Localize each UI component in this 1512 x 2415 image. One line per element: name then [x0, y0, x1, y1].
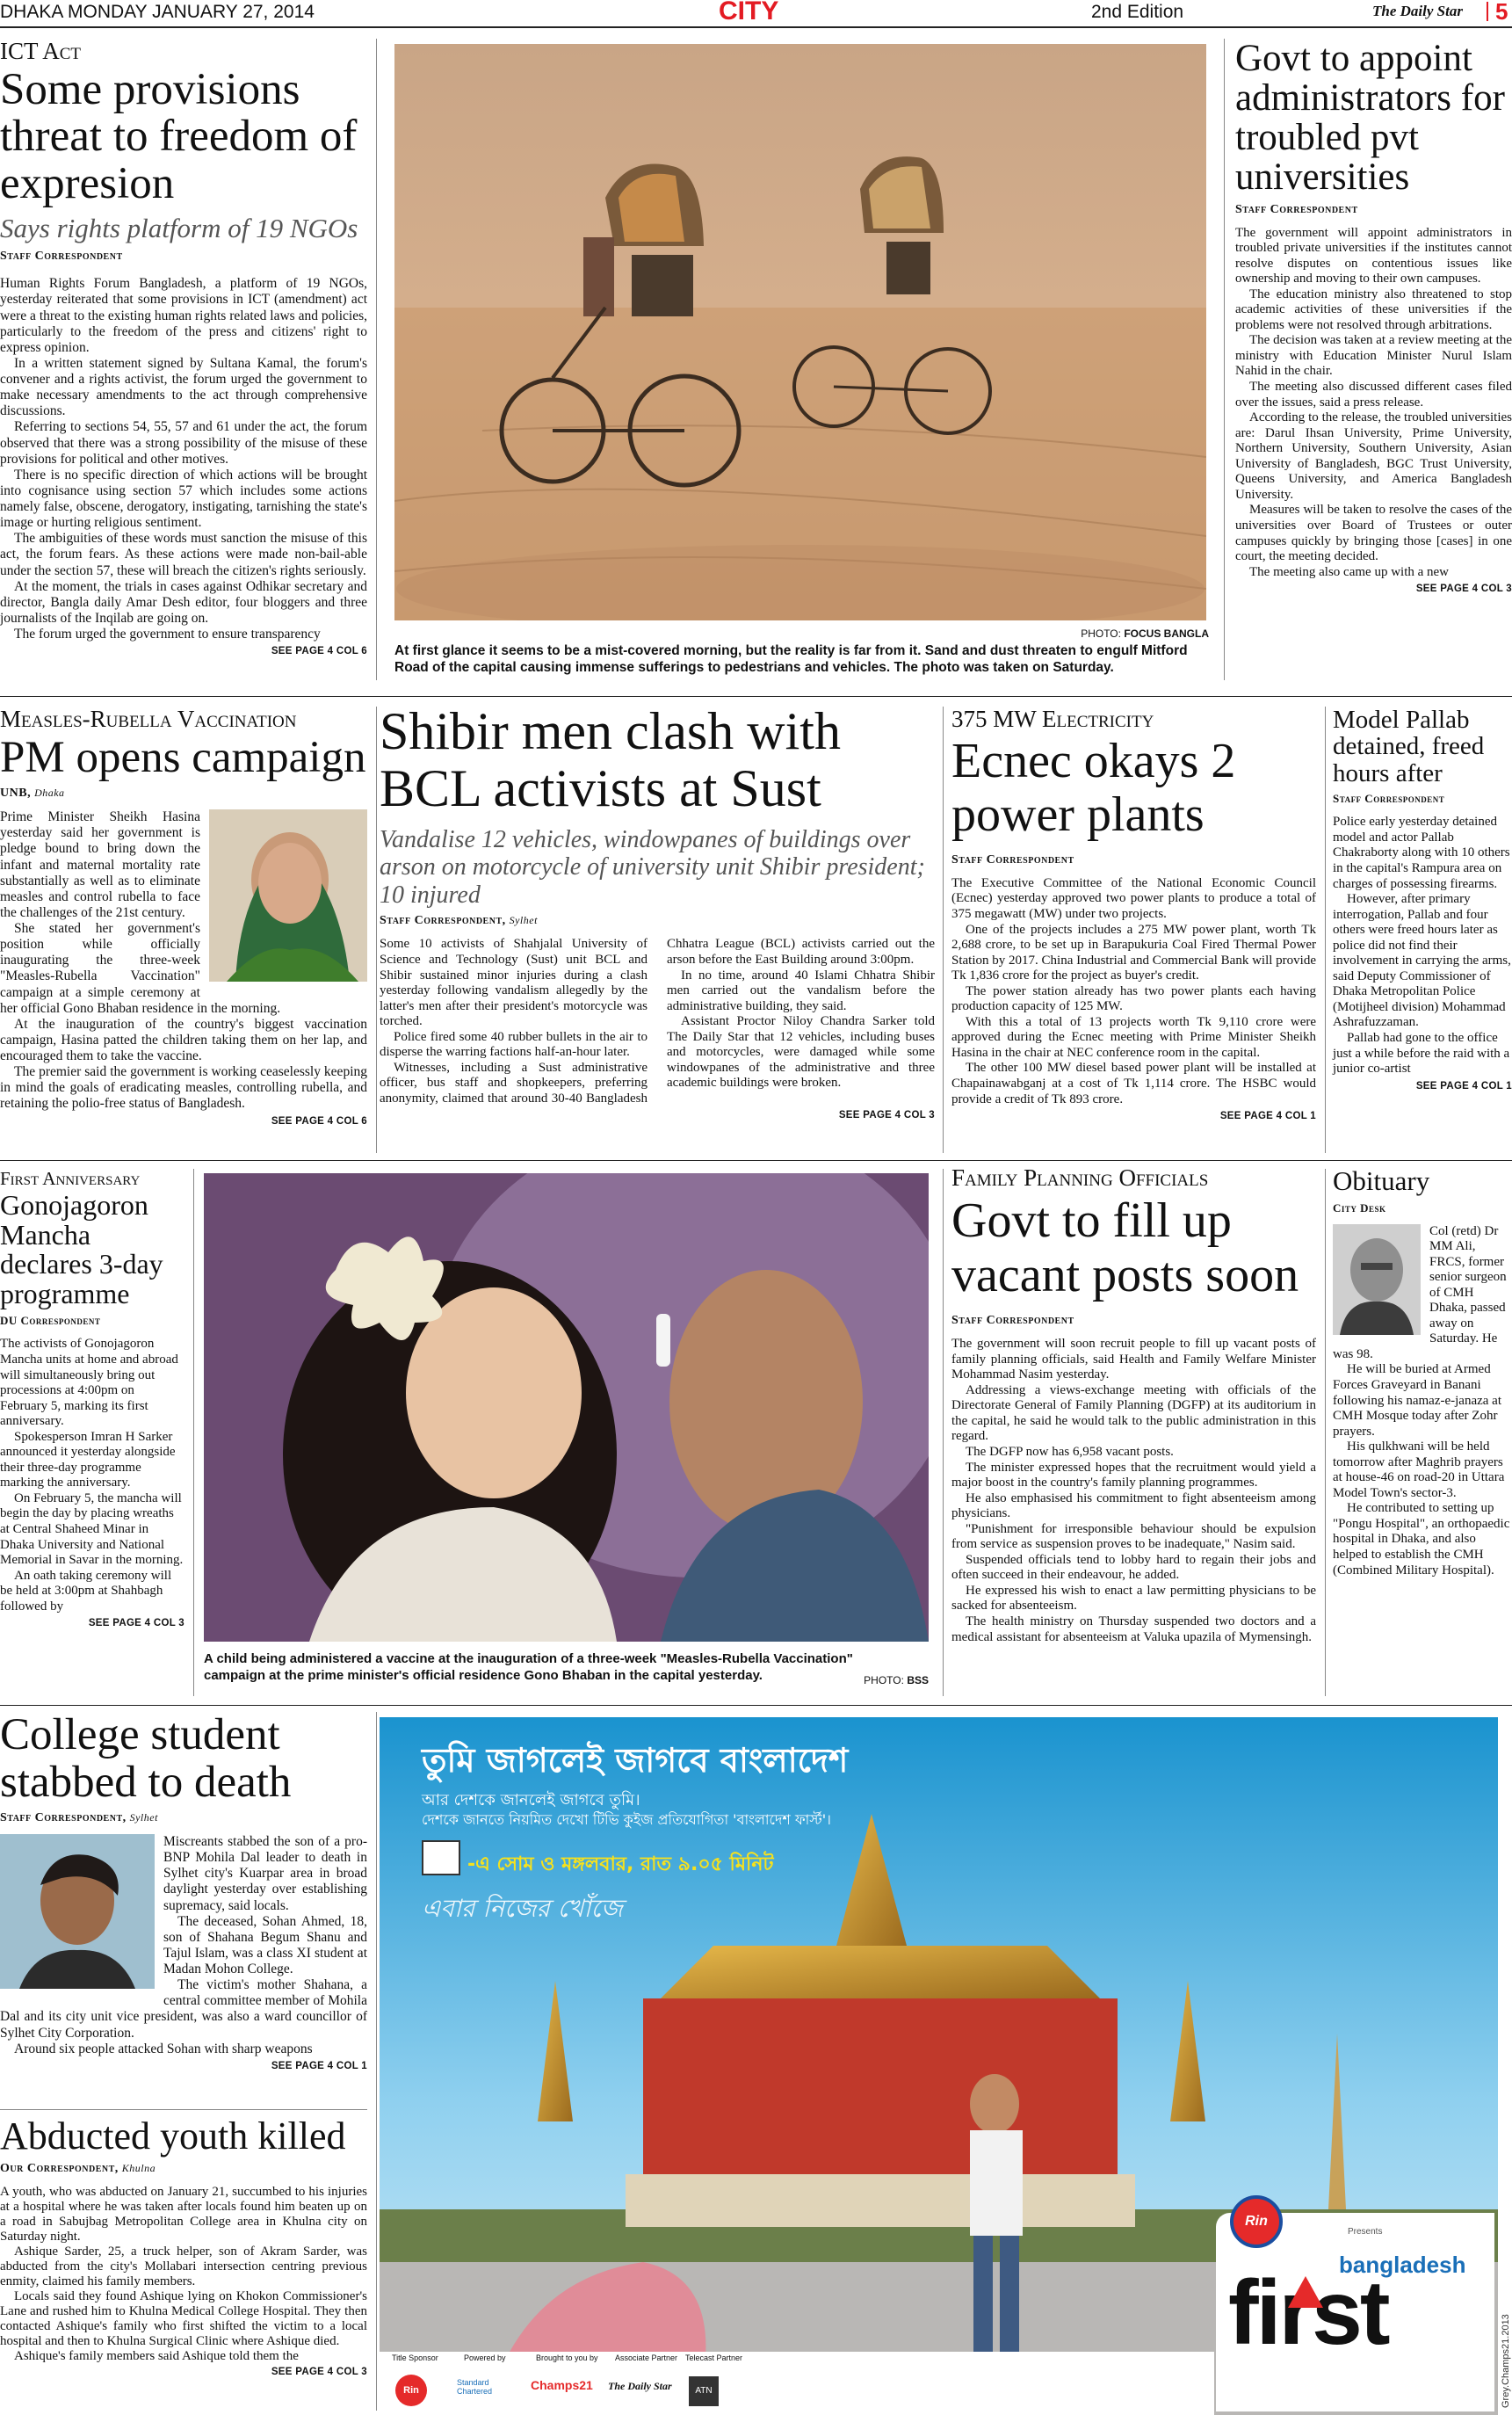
sponsor-logo: Standard Chartered [457, 2378, 493, 2396]
sponsor-logo: The Daily Star [608, 2380, 672, 2392]
ict-body [0, 276, 367, 642]
sohan-portrait [0, 1834, 155, 1989]
ecnec-story [951, 707, 1316, 1121]
masthead [0, 0, 1512, 26]
pallab-body [1333, 815, 1512, 1077]
rickshaw-photo-image [394, 44, 1206, 620]
byline-agency: UNB [0, 787, 28, 801]
vaccine-photo [204, 1173, 929, 1642]
family-para: He expressed his wish to enact a law permitting physicians to be sacked for absenteeism. [951, 1583, 1316, 1614]
abducted-jump: SEE PAGE 4 COL 3 [271, 2367, 367, 2378]
masthead-rule [0, 26, 1512, 28]
family-para: He also emphasised his commitment to fight absenteeism among physicians. [951, 1490, 1316, 1521]
ecnec-para: The power station already has two power plants each having production capacity of 125 MW. [951, 983, 1316, 1014]
family-para: Suspended officials tend to lobby hard to regain their jobs and often succeed in their endeavour, he added. [951, 1552, 1316, 1583]
shibir-para: In no time, around 40 Islami Chhatra Shibir men carried out the vandalism before the administrative building, they said. [667, 968, 935, 1013]
abducted-story [0, 2116, 367, 2377]
gono-kicker: First Anniversary [0, 1168, 141, 1189]
credit-label: PHOTO: [1081, 627, 1121, 640]
abducted-byline: Our Correspondent, Khulna [0, 2162, 156, 2176]
govt-headline: Govt to appoint administrators for troubled pvt universities [1235, 38, 1505, 199]
byline-place: Khulna [121, 2162, 156, 2175]
shibir-para: Some 10 activists of Shahjalal University of Science and Technology (Sust) unit BCL and Shibir sustained minor injuries during a clash yesterday following vandalism allegedly by the latter's men after their president's motorcycle was torched. [380, 937, 647, 1029]
ict-para: There is no specific direction of which actions will be brought into cognisance using section 57 which includes some actions namely false, obscene, derogatory, instigating, tarnishing the state's image or hurting religious sentiment. [0, 467, 367, 531]
ict-jump: SEE PAGE 4 COL 6 [271, 646, 367, 657]
obit-photo-image [1333, 1224, 1421, 1335]
sponsor-label: Brought to you by [536, 2353, 598, 2362]
ict-para: In a written statement signed by Sultana Kamal, the forum's convener and a rights activist, the forum urged the government to make necessary amendments to the act through comprehensive discussions. [0, 355, 367, 419]
row-divider [0, 696, 1512, 697]
ict-headline: Some provisions threat to freedom of expresion [0, 64, 358, 208]
obit-byline: City Desk [1333, 1200, 1386, 1215]
gono-body [0, 1337, 184, 1614]
gono-jump: SEE PAGE 4 COL 3 [88, 1618, 184, 1629]
brand-arrow-icon [1288, 2276, 1323, 2308]
shibir-byline: Staff Correspondent, Sylhet [380, 914, 538, 928]
family-para: The government will soon recruit people to fill up vacant posts of family planning officials, said Health and Family Welfare Minister Mohammad Nasim yesterday. [951, 1337, 1316, 1382]
column-divider [376, 707, 377, 1153]
family-para: The minister expressed hopes that the recruitment would yield a major boost in the country's family planning programmes. [951, 1460, 1316, 1490]
sponsor-label: Title Sponsor [392, 2353, 438, 2362]
sponsor-logo: Champs21 [531, 2378, 593, 2392]
page-number: 5 [1495, 0, 1508, 25]
row-divider [0, 1705, 1512, 1706]
measles-headline: PM opens campaign [0, 732, 366, 782]
credit-name: FOCUS BANGLA [1124, 627, 1209, 640]
obituary [1333, 1167, 1512, 1578]
gono-para: An oath taking ceremony will be held at 3:00pm at Shahbagh followed by [0, 1568, 172, 1614]
bangladesh-first-ad [380, 1717, 1498, 2415]
ad-code: Grey.Champs21.2013 [1501, 2314, 1511, 2408]
measles-para: She stated her government's position while officially inaugurating the three-week "Measles-Rubella Vaccination" campaign at a simple ceremony at her official Gono Bhaban residence in the morning. [0, 921, 281, 1016]
page-number-divider [1487, 2, 1488, 21]
measles-story [0, 707, 367, 1127]
college-headline: College student stabbed to death [0, 1710, 292, 1807]
dateline: DHAKA MONDAY JANUARY 27, 2014 [0, 2, 315, 22]
pallab-para: However, after primary interrogation, Pallab and four others were freed hours later as police did not find their involvement in carrying the arms, said Deputy Commissioner of Dhaka Metropolitan Police (Motijheel division) Mohammad Ashrafuzzaman. [1333, 892, 1511, 1030]
hasina-portrait [209, 809, 367, 982]
top-photo-credit [791, 627, 1209, 640]
college-para: Around six people attacked Sohan with sharp weapons [14, 2041, 313, 2056]
govt-para: The decision was taken at a review meeting at the ministry with Education Minister Nurul Islam Nahid in the chair. [1235, 333, 1512, 379]
ict-para: The ambiguities of these words must sanction the misuse of this act, the forum fears. As these actions were made non-bail-able under the section 57, these will breach the citizen's rights seriously. [0, 531, 367, 578]
hasina-photo-image [209, 809, 367, 982]
gono-headline: Gonojagoron Mancha declares 3-day programme [0, 1189, 163, 1309]
ict-para: Referring to sections 54, 55, 57 and 61 under the act, the forum observed that there was a strong possibility of the misuse of these provisions for political and other motives. [0, 419, 367, 467]
shibir-body [380, 937, 935, 1106]
byline-place: Sylhet [129, 1811, 158, 1824]
college-para: The victim's mother Shahana, a central committee member of Mohila Dal and its city unit vice president, was also a ward councillor of Sylhet City Corporation. [0, 1977, 367, 2041]
measles-byline: UNB, Dhaka [0, 787, 65, 801]
obit-lead: Col (retd) Dr MM Ali, FRCS, former senior surgeon of CMH Dhaka, passed away on Saturday. He was 98. [1333, 1223, 1507, 1361]
byline-agency: Staff Correspondent [0, 1811, 123, 1825]
pallab-para: Pallab had gone to the office just a while before the raid with a junior co-artist [1333, 1030, 1510, 1077]
college-byline: Staff Correspondent, Sylhet [0, 1811, 158, 1825]
pallab-para: Police early yesterday detained model and actor Pallab Chakraborty along with 10 others in the capital's Rampura area on charges of possessing firearms. [1333, 815, 1510, 891]
brand-small: bangladesh [1339, 2252, 1466, 2278]
ict-byline: Staff Correspondent [0, 250, 123, 264]
obit-portrait [1333, 1224, 1421, 1335]
govt-body [1235, 226, 1512, 581]
story-divider [0, 2109, 367, 2110]
ict-deck: Says rights platform of 19 NGOs [0, 213, 358, 244]
pallab-jump: SEE PAGE 4 COL 1 [1415, 1080, 1512, 1091]
family-body [951, 1337, 1316, 1645]
ict-para: Human Rights Forum Bangladesh, a platform of 19 NGOs, yesterday reiterated that some provisions in ICT (amendment) act were a threat to the existing human rights related laws and policies, particularly to the freedom of the press and citizens' right to express opinion. [0, 276, 367, 355]
govt-para: The meeting also discussed different cases filed over the issues, said a press release. [1235, 380, 1512, 410]
govt-story [1235, 39, 1512, 594]
ad-tagline: এবার নিজের খোঁজে [422, 1894, 623, 1923]
column-divider [1224, 39, 1225, 680]
rin-label: Rin [1245, 2214, 1268, 2229]
row-divider [0, 1160, 1512, 1161]
shibir-para: Witnesses, including a Sust administrative officer, bus staff and shopkeepers, preferring anonymity, claimed that around 30-40 Bangladesh Chhatra League (BCL) activists carried out the arson before the East Building around 3:00pm. [380, 937, 935, 1106]
gono-story [0, 1169, 184, 1628]
shibir-para: Police fired some 40 rubber bullets in the air to disperse the warring factions half-an-hour later. [380, 1029, 647, 1060]
ad-broadcast-time: -এ সোম ও মঙ্গলবার, রাত ৯.০৫ মিনিট [467, 1853, 774, 1875]
column-divider [376, 1712, 377, 2411]
govt-para: Measures will be taken to resolve the cases of the universities over Board of Trustees or outer campuses quickly by bringing those [cases] in one court, the meeting decided. [1235, 503, 1512, 564]
sponsor-logo: ATN [689, 2376, 719, 2406]
ict-story [0, 39, 367, 656]
shibir-story [380, 703, 935, 1120]
column-divider [193, 1169, 194, 1696]
ecnec-headline: Ecnec okays 2 power plants [951, 733, 1236, 843]
column-divider [1325, 1169, 1326, 1696]
family-headline: Govt to fill up vacant posts soon [951, 1193, 1299, 1303]
family-kicker: Family Planning Officials [951, 1164, 1209, 1191]
vaccine-photo-credit [808, 1674, 929, 1686]
edition-label: 2nd Edition [1091, 2, 1184, 22]
govt-para: The government will appoint administrators in troubled private universities if the institutes cannot resolve disputes on contentious issues like ownership and moving to their own campuses. [1235, 225, 1512, 286]
obit-para: His qulkhwani will be held tomorrow after Maghrib prayers at house-46 on road-20 in Uttara Model Town's sector-3. [1333, 1440, 1505, 1500]
measles-para: The premier said the government is working ceaselessly keeping in mind the goals of eradicating measles, controlling rubella, and retaining the polio-free status of Bangladesh. [0, 1064, 367, 1112]
govt-byline: Staff Correspondent [1235, 202, 1358, 216]
abducted-para: Locals said they found Ashique lying on Khokon Commissioner's Lane and rushed him to Khulna Medical College Hospital. They then contacted Ashique's family who first shifted the victim to a local hospital and then to Khulna Surgical Clinic where Ashique died. [0, 2288, 367, 2348]
govt-para: The meeting also came up with a new [1249, 564, 1450, 579]
sponsor-label: Powered by [464, 2353, 506, 2362]
sponsor-strip [380, 2352, 1214, 2415]
ecnec-para: The other 100 MW diesel based power plant will be installed at Chapainawabganj at a cost of Tk 1,114 crore. The HSBC would provide a credit of Tk 893 crore. [951, 1061, 1316, 1106]
shibir-headline: Shibir men clash with BCL activists at Sust [380, 702, 841, 817]
measles-para: Prime Minister Sheikh Hasina yesterday said her government is pledge bound to bring down the infant and maternal mortality rate substantially as well as to eliminate measles and control rubella to face the challenges of the 21st century. [0, 809, 200, 920]
column-divider [943, 1169, 944, 1696]
abducted-para: A youth, who was abducted on January 21, succumbed to his injuries at a hospital where he was taken after locals found him beaten up on a road in Sabujbag Metropolitan College area in Khulna city on Saturday night. [0, 2185, 367, 2244]
ad-line-1: আর দেশকে জানলেই জাগবে তুমি। [422, 1791, 640, 1809]
govt-para: According to the release, the troubled universities are: Darul Ihsan University, Prime University, Northern University, Southern University, Asian University of Bangladesh, BGC Trust University, Queens University, and America Bangladesh University. [1235, 410, 1512, 502]
column-divider [376, 39, 377, 680]
ad-quiz-logo [422, 1840, 460, 1875]
ecnec-kicker: 375 MW Electricity [951, 706, 1154, 732]
govt-para: The education ministry also threatened to stop academic activities of these universities if the problems were not resolved through arbitrations. [1235, 286, 1512, 332]
credit-name: BSS [907, 1674, 929, 1686]
college-para: Miscreants stabbed the son of a pro-BNP Mohila Dal leader to death in Sylhet city's Kuarpar area in broad daylight yesterday over establishing supremacy, said locals. [163, 1834, 367, 1913]
sand-dust-photo [394, 44, 1206, 620]
measles-kicker: Measles-Rubella Vaccination [0, 706, 297, 732]
family-para: Addressing a views-exchange meeting with officials of the Directorate General of Family Planning (DGFP) at its auditorium in the capital, he said he would talk to the public administration in this regard. [951, 1382, 1316, 1444]
obit-para: He will be buried at Armed Forces Graveyard in Banani following his namaz-e-janaza at CMH Mosque today after Zohr prayers. [1333, 1362, 1501, 1439]
ecnec-para: One of the projects includes a 275 MW power plant, worth Tk 2,688 crore, to be set up in Barapukuria Coal Fired Thermal Power Station by 2017. China Industrial and Commercial Bank will provide Tk 1,836 crore for the project as buyer's credit. [951, 922, 1316, 983]
column-divider [943, 707, 944, 1153]
ad-line-2: দেশকে জানতে নিয়মিত দেখো টিভি কুইজ প্রতিযোগিতা 'বাংলাদেশ ফার্স্ট'। [422, 1811, 831, 1828]
abducted-para: Ashique Sarder, 25, a truck helper, son of Akram Sarder, was abducted from the city's Mollabari intersection centring previous enmity, claimed his family members. [0, 2244, 367, 2288]
family-byline: Staff Correspondent [951, 1314, 1074, 1328]
gono-para: The activists of Gonojagoron Mancha units at home and abroad will simultaneously bring out processions at 4:00pm on February 5, marking its first anniversary. [0, 1337, 178, 1429]
family-para: The DGFP now has 6,958 vacant posts. [966, 1444, 1174, 1459]
gono-para: Spokesperson Imran H Sarker announced it yesterday alongside their three-day programme marking the anniversary. [0, 1429, 176, 1490]
ict-para: The forum urged the government to ensure transparency [14, 627, 321, 642]
paper-name: The Daily Star [1372, 3, 1463, 19]
obit-headline: Obituary [1333, 1165, 1430, 1196]
shibir-para: Assistant Proctor Niloy Chandra Sarker told The Daily Star that 12 vehicles, including buses and motorcycles, were damaged while some windowpanes of the administrative and three academic buildings were broken. [667, 1014, 935, 1091]
gono-para: On February 5, the mancha will begin the day by placing wreaths at Central Shaheed Minar in Dhaka University and National Memorial in Savar in the morning. [0, 1490, 184, 1568]
abducted-headline: Abducted youth killed [0, 2114, 346, 2158]
obit-para: He contributed to setting up "Pongu Hospital", an orthopaedic hospital in Dhaka, and also helped to establish the CMH (Combined Military Hospital). [1333, 1501, 1510, 1577]
sponsor-label: Associate Partner [615, 2353, 678, 2362]
column-divider [1325, 707, 1326, 1153]
ecnec-byline: Staff Correspondent [951, 852, 1074, 867]
gono-byline: DU Correspondent [0, 1314, 101, 1328]
measles-para: At the inauguration of the country's biggest vaccination campaign, Hasina patted the children taking them on her lap, and encouraged them to take the vaccine. [0, 1016, 367, 1064]
ict-kicker: ICT Act [0, 38, 82, 64]
family-para: "Punishment for irresponsible behaviour should be expulsion from service as suspension proves to be inadequate," Nasim said. [951, 1521, 1316, 1552]
family-para: The health ministry on Thursday suspended two doctors and a medical assistant for absenteeism at Valuka upazila of Mymensingh. [951, 1614, 1316, 1644]
ict-para: At the moment, the trials in cases against Odhikar secretary and director, Bangla daily Amar Desh editor, four bloggers and three journalists of the Inqilab are going on. [0, 578, 367, 626]
pallab-byline: Staff Correspondent [1333, 792, 1445, 806]
abducted-para: Ashique's family members said Ashique told them the [14, 2348, 299, 2363]
brand-big: first [1228, 2262, 1388, 2364]
college-jump: SEE PAGE 4 COL 1 [271, 2060, 367, 2071]
ecnec-para: With this a total of 13 projects worth Tk 9,110 crore were approved during the Ecnec meeting with Prime Minister Sheikh Hasina in the chair at NEC conference room in the capital. [951, 1014, 1316, 1060]
rin-logo [1230, 2195, 1283, 2248]
college-para: The deceased, Sohan Ahmed, 18, son of Shahana Begum Shanu and Tajul Islam, was a class XI student at Madan Mohon College. [163, 1913, 367, 1977]
vaccine-photo-image [204, 1173, 929, 1642]
top-photo-caption: At first glance it seems to be a mist-covered morning, but the reality is far from it. Sand and dust threaten to engulf Mitford Road of the capital causing immense sufferings to pedestrians and vehicles. The photo was taken on Saturday. [394, 643, 1188, 676]
govt-jump: SEE PAGE 4 COL 3 [1415, 584, 1512, 595]
pallab-story [1333, 707, 1512, 1091]
family-story [951, 1165, 1316, 1645]
ecnec-body [951, 876, 1316, 1107]
abducted-body [0, 2185, 367, 2363]
sohan-photo-image [0, 1834, 155, 1989]
byline-agency: Staff Correspondent [380, 914, 503, 928]
shibir-deck: Vandalise 12 vehicles, windowpanes of buildings over arson on motorcycle of university unit Shibir president; 10 injured [380, 825, 925, 909]
college-story [0, 1712, 367, 2071]
section-label: CITY [719, 0, 779, 25]
bangladesh-first-logo [1216, 2213, 1494, 2411]
vaccine-photo-caption: A child being administered a vaccine at the inauguration of a three-week "Measles-Rubella Vaccination" campaign at the prime minister's official residence Gono Bhaban in the capital yesterday. [204, 1651, 853, 1683]
pallab-headline: Model Pallab detained, freed hours after [1333, 706, 1485, 787]
byline-place: Sylhet [509, 914, 538, 927]
sponsor-label: Telecast Partner [685, 2353, 743, 2362]
ecnec-para: The Executive Committee of the National Economic Council (Ecnec) yesterday approved two power plants to produce a total of 375 megawatt (MW) under two projects. [951, 875, 1316, 921]
ecnec-jump: SEE PAGE 4 COL 1 [1219, 1111, 1316, 1122]
shibir-jump: SEE PAGE 4 COL 3 [838, 1110, 935, 1121]
ad-title: তুমি জাগলেই জাগবে বাংলাদেশ [422, 1741, 849, 1780]
credit-label: PHOTO: [864, 1674, 904, 1686]
byline-place: Dhaka [34, 787, 65, 800]
sponsor-logo: Rin [395, 2375, 427, 2406]
measles-jump: SEE PAGE 4 COL 6 [271, 1115, 367, 1127]
byline-agency: Our Correspondent [0, 2162, 115, 2176]
presents-label: Presents [1348, 2227, 1383, 2237]
